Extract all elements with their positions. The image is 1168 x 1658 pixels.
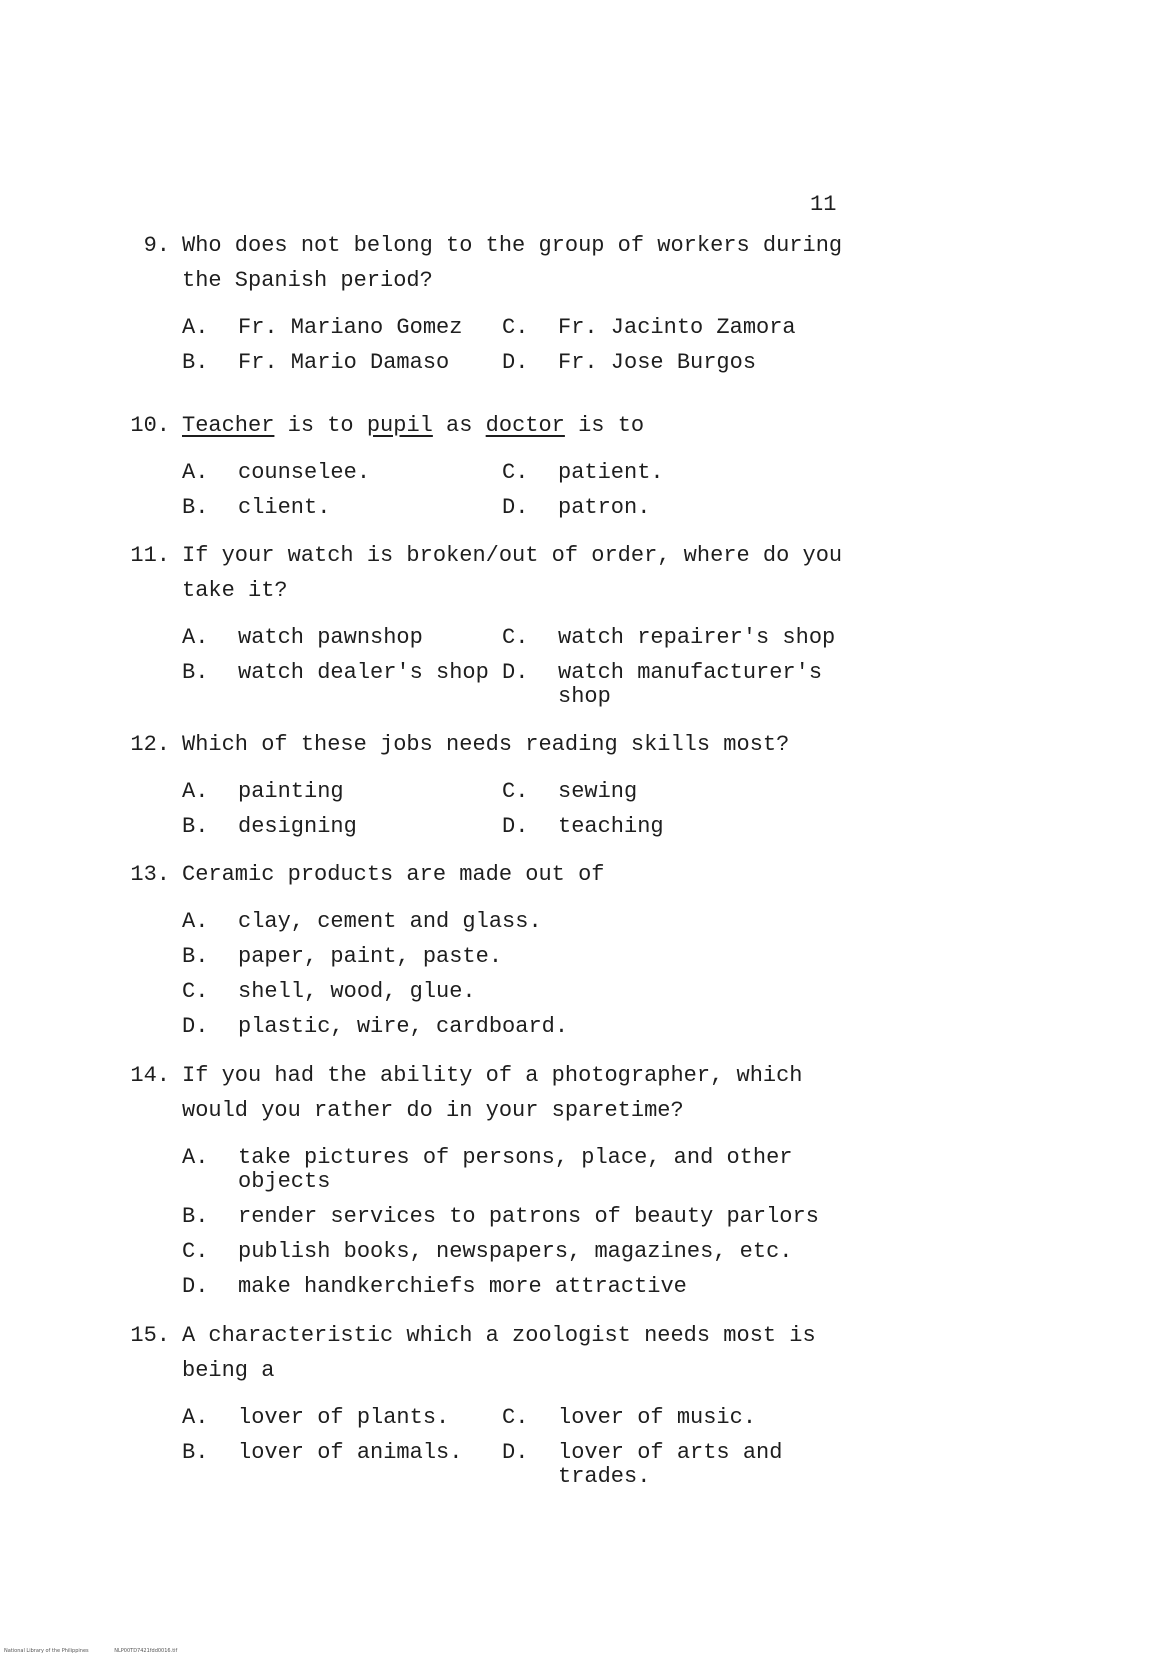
option-a <box>182 1141 870 1200</box>
option-c <box>182 975 870 1010</box>
question-number: 14. <box>130 1063 170 1088</box>
options-grid <box>182 456 870 526</box>
option-text: shell, wood, glue. <box>238 979 476 1004</box>
option-text: lover of music. <box>558 1405 757 1430</box>
option-a <box>182 621 502 656</box>
option-d <box>502 491 862 526</box>
option-letter: B. <box>182 1440 209 1465</box>
options-grid <box>182 621 870 715</box>
options-list <box>182 905 870 1045</box>
question-text: A characteristic which a zoologist needs most is being a <box>182 1323 816 1383</box>
question-11 <box>110 538 870 715</box>
option-letter: D. <box>502 350 529 375</box>
option-text: Fr. Mario Damaso <box>238 350 450 375</box>
option-text: publish books, newspapers, magazines, etc. <box>238 1239 793 1264</box>
question-number: 10. <box>130 413 170 438</box>
option-b <box>182 656 502 715</box>
option-letter: A. <box>182 460 209 485</box>
option-text: watch repairer's shop <box>558 625 836 650</box>
options-grid <box>182 311 870 381</box>
option-letter: A. <box>182 779 209 804</box>
options-grid <box>182 1401 870 1495</box>
underlined-word-teacher: Teacher <box>182 413 275 438</box>
option-text: designing <box>238 814 357 839</box>
option-text: Fr. Mariano Gomez <box>238 315 463 340</box>
scan-footer <box>4 1648 177 1654</box>
option-c <box>502 775 862 810</box>
question-text: Which of these jobs needs reading skills most? <box>182 732 790 757</box>
option-d <box>502 346 862 381</box>
option-letter: D. <box>502 495 529 520</box>
option-letter: B. <box>182 1204 209 1229</box>
option-text: counselee. <box>238 460 371 485</box>
option-text: clay, cement and glass. <box>238 909 542 934</box>
option-text: make handkerchiefs more attractive <box>238 1274 687 1299</box>
option-a <box>182 775 502 810</box>
option-a <box>182 311 502 346</box>
question-number: 15. <box>130 1323 170 1348</box>
option-a <box>182 905 870 940</box>
question-12 <box>110 727 870 845</box>
option-letter: B. <box>182 944 209 969</box>
option-b <box>182 1436 502 1495</box>
option-c <box>502 456 862 491</box>
option-letter: B. <box>182 814 209 839</box>
option-letter: A. <box>182 315 209 340</box>
option-letter: C. <box>502 779 529 804</box>
option-letter: D. <box>182 1014 209 1039</box>
option-d <box>502 810 862 845</box>
option-b <box>182 1200 870 1235</box>
option-letter: C. <box>502 315 529 340</box>
footer-library: National Library of the Philippines <box>4 1648 89 1654</box>
option-letter: A. <box>182 909 209 934</box>
option-d <box>502 1436 862 1495</box>
option-text: sewing <box>558 779 638 804</box>
option-letter: A. <box>182 1405 209 1430</box>
option-text: watch pawnshop <box>238 625 423 650</box>
option-c <box>502 1401 862 1436</box>
option-b <box>182 346 502 381</box>
option-a <box>182 456 502 491</box>
option-text: render services to patrons of beauty parlors <box>238 1204 819 1229</box>
question-9 <box>110 228 870 381</box>
option-text: lover of arts and trades. <box>558 1440 783 1489</box>
option-letter: A. <box>182 625 209 650</box>
option-letter: B. <box>182 350 209 375</box>
option-b <box>182 940 870 975</box>
option-letter: C. <box>182 1239 209 1264</box>
option-text: lover of animals. <box>238 1440 463 1465</box>
option-text: Fr. Jose Burgos <box>558 350 757 375</box>
option-text: teaching <box>558 814 664 839</box>
option-letter: B. <box>182 495 209 520</box>
option-c <box>502 311 862 346</box>
option-letter: D. <box>502 660 529 685</box>
option-letter: D. <box>182 1274 209 1299</box>
question-number: 9. <box>143 233 170 258</box>
option-letter: C. <box>502 625 529 650</box>
option-letter: C. <box>502 1405 529 1430</box>
underlined-word-doctor: doctor <box>485 413 565 438</box>
question-text <box>182 408 862 443</box>
option-letter: D. <box>502 1440 529 1465</box>
option-text: plastic, wire, cardboard. <box>238 1014 569 1039</box>
question-15 <box>110 1318 870 1495</box>
option-text: paper, paint, paste. <box>238 944 503 969</box>
question-text: Who does not belong to the group of workers during the Spanish period? <box>182 233 843 293</box>
option-d <box>182 1010 870 1045</box>
option-text: patient. <box>558 460 664 485</box>
question-text: Ceramic products are made out of <box>182 862 605 887</box>
options-grid <box>182 775 870 845</box>
question-number: 11. <box>130 543 170 568</box>
option-b <box>182 810 502 845</box>
option-a <box>182 1401 502 1436</box>
option-letter: B. <box>182 660 209 685</box>
option-letter: C. <box>182 979 209 1004</box>
footer-file-code: NLP00TD7421fdd0016.tif <box>114 1648 178 1654</box>
question-text-part: as <box>432 413 486 438</box>
underlined-word-pupil: pupil <box>366 413 433 438</box>
option-letter: D. <box>502 814 529 839</box>
question-14 <box>110 1058 870 1305</box>
option-text: patron. <box>558 495 651 520</box>
option-c <box>182 1235 870 1270</box>
option-text: take pictures of persons, place, and other objects <box>238 1145 793 1194</box>
question-text: If your watch is broken/out of order, where do you take it? <box>182 543 843 603</box>
option-letter: C. <box>502 460 529 485</box>
option-text: painting <box>238 779 344 804</box>
question-number: 13. <box>130 862 170 887</box>
option-d <box>502 656 862 715</box>
option-letter: A. <box>182 1145 209 1170</box>
option-text: watch dealer's shop <box>238 660 489 685</box>
question-13 <box>110 857 870 1045</box>
option-text: lover of plants. <box>238 1405 450 1430</box>
question-text: If you had the ability of a photographer, which would you rather do in your sparetime? <box>182 1063 803 1123</box>
option-d <box>182 1270 870 1305</box>
option-text: Fr. Jacinto Zamora <box>558 315 796 340</box>
question-text-part: is to <box>274 413 367 438</box>
page-number: 11 <box>810 192 837 217</box>
options-list <box>182 1141 870 1305</box>
option-c <box>502 621 862 656</box>
question-10 <box>110 408 870 526</box>
option-b <box>182 491 502 526</box>
option-text: watch manufacturer's shop <box>558 660 823 709</box>
question-text-part: is to <box>564 413 645 438</box>
question-number: 12. <box>130 732 170 757</box>
option-text: client. <box>238 495 331 520</box>
